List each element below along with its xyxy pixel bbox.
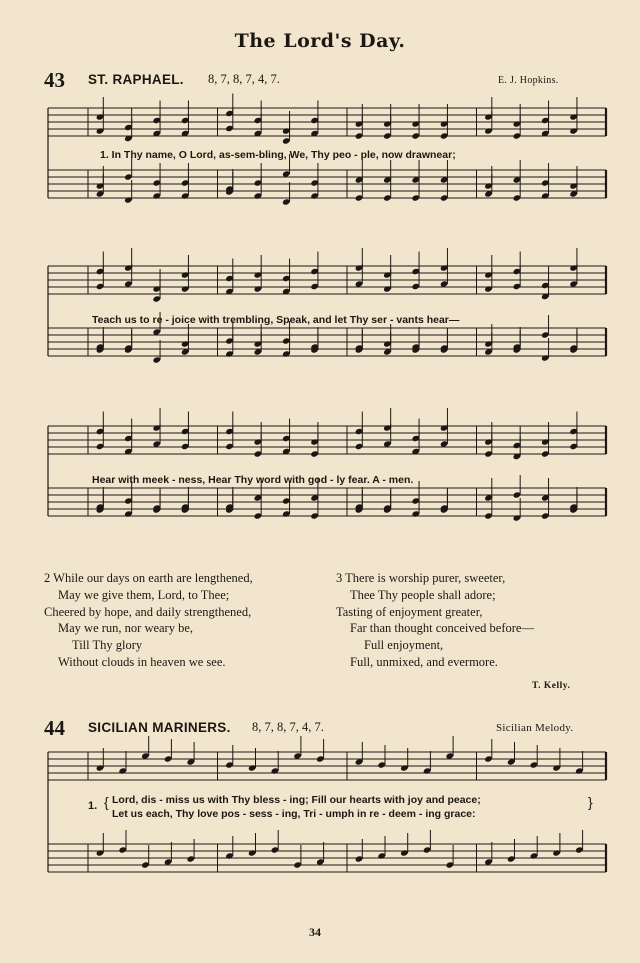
stanza-line: Till Thy glory	[72, 638, 143, 653]
hymn-44-lyrics-line-2: Let us each, Thy love pos - sess - ing, Tri - umph in re - deem - ing grace:	[112, 808, 476, 820]
page-number: 34	[309, 925, 321, 939]
hymn-43-author: T. Kelly.	[532, 681, 571, 691]
stanza-line: 2 While our days on earth are lengthened,	[44, 571, 253, 585]
brace-right: }	[588, 794, 593, 810]
hymn-43-lyrics-line-2: Teach us to re - joice with trembling, Speak, and let Thy ser - vants hear—	[92, 314, 460, 326]
stanza-line: Full, unmixed, and evermore.	[350, 654, 498, 669]
stanza-line: Cheered by hope, and daily strengthened,	[44, 604, 252, 619]
stanza-line: Far than thought conceived before—	[350, 621, 534, 636]
hymn-43-tune-name: ST. RAPHAEL.	[88, 72, 184, 87]
stanza-line: May we give them, Lord, to Thee;	[58, 587, 230, 602]
stanza-line: May we run, nor weary be,	[58, 621, 194, 636]
hymn-44-meter: 8, 7, 8, 7, 4, 7.	[252, 720, 324, 734]
hymn-43-composer: E. J. Hopkins.	[498, 75, 559, 86]
hymn-43-lyrics-line-3: Hear with meek - ness, Hear Thy word with god - ly fear. A - men.	[92, 474, 414, 486]
stanza-line: Thee Thy people shall adore;	[350, 587, 496, 602]
stanza-line: Full enjoyment,	[364, 638, 444, 653]
hymn-43-meter: 8, 7, 8, 7, 4, 7.	[208, 72, 280, 86]
hymn-44-tune-name: SICILIAN MARINERS.	[88, 720, 231, 735]
hymn-43-stanza-3	[336, 570, 534, 671]
hymn-44-lyrics-line-1: Lord, dis - miss us with Thy bless - ing; Fill our hearts with joy and peace;	[112, 794, 481, 806]
page-header: The Lord's Day.	[234, 30, 406, 52]
stanza-line: 3 There is worship purer, sweeter,	[336, 571, 506, 585]
stanza-line: Tasting of enjoyment greater,	[336, 604, 483, 619]
hymn-43-stanza-2	[44, 570, 253, 671]
brace-left: {	[104, 794, 109, 810]
hymn-44-verse-number: 1.	[88, 800, 98, 812]
hymn-43-number: 43	[44, 68, 65, 92]
hymn-44-composer: Sicilian Melody.	[496, 722, 574, 734]
stanza-line: Without clouds in heaven we see.	[58, 654, 226, 669]
hymn-44-number: 44	[44, 716, 65, 740]
hymn-43-lyrics-line-1: 1. In Thy name, O Lord, as-sem-bling, We, Thy peo - ple, now drawnear;	[100, 149, 456, 161]
